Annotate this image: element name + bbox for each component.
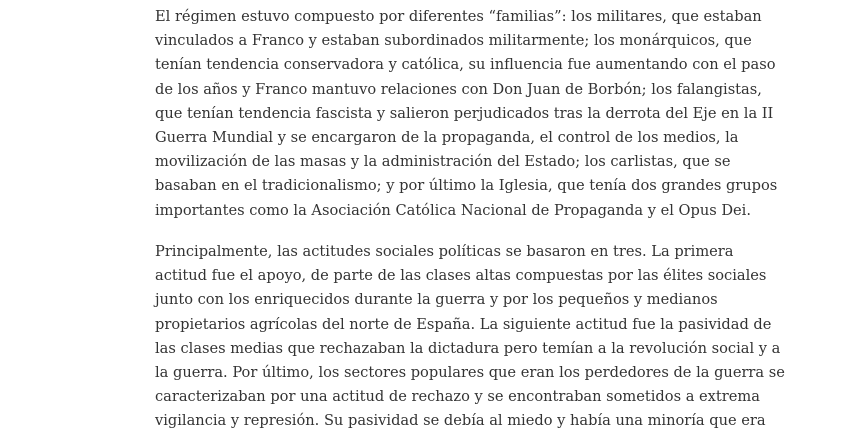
text-line: propietarios agrícolas del norte de España. La siguiente actitud fue la pasividad de [155,315,772,333]
text-line: importantes como la Asociación Católica Nacional de Propaganda y el Opus Dei. [155,201,751,219]
paragraph-actitudes [155,240,785,434]
text-line: El régimen estuvo compuesto por diferentes “familias”: los militares, que estaban [155,8,762,25]
text-line: las clases medias que rechazaban la dictadura pero temían a la revolución social y a [155,339,781,357]
text-line: movilización de las masas y la administración del Estado; los carlistas, que se [155,153,731,171]
text-line: vigilancia y represión. Su pasividad se debía al miedo y había una minoría que era [155,412,766,430]
text-line: tenían tendencia conservadora y católica, su influencia fue aumentando con el paso [155,56,776,74]
text-line: que tenían tendencia fascista y salieron perjudicados tras la derrota del Eje en la II [155,104,774,122]
text-line: junto con los enriquecidos durante la guerra y por los pequeños y medianos [155,291,718,309]
text-line: basaban en el tradicionalismo; y por último la Iglesia, que tenía dos grandes grupos [155,177,778,195]
text-line: Principalmente, las actitudes sociales políticas se basaron en tres. La primera [155,243,734,260]
text-line: de los años y Franco mantuvo relaciones con Don Juan de Borbón; los falangistas, [155,80,762,98]
text-line: vinculados a Franco y estaban subordinados militarmente; los monárquicos, que [155,32,752,50]
text-line: caracterizaban por una actitud de rechazo y se encontraban sometidos a extrema [155,388,760,406]
text-line: Guerra Mundial y se encargaron de la propaganda, el control de los medios, la [155,129,739,147]
text-line: actitud fue el apoyo, de parte de las clases altas compuestas por las élites sociales [155,267,767,285]
paragraph-familias [155,5,777,223]
text-line: la guerra. Por último, los sectores populares que eran los perdedores de la guerra se [155,364,785,382]
